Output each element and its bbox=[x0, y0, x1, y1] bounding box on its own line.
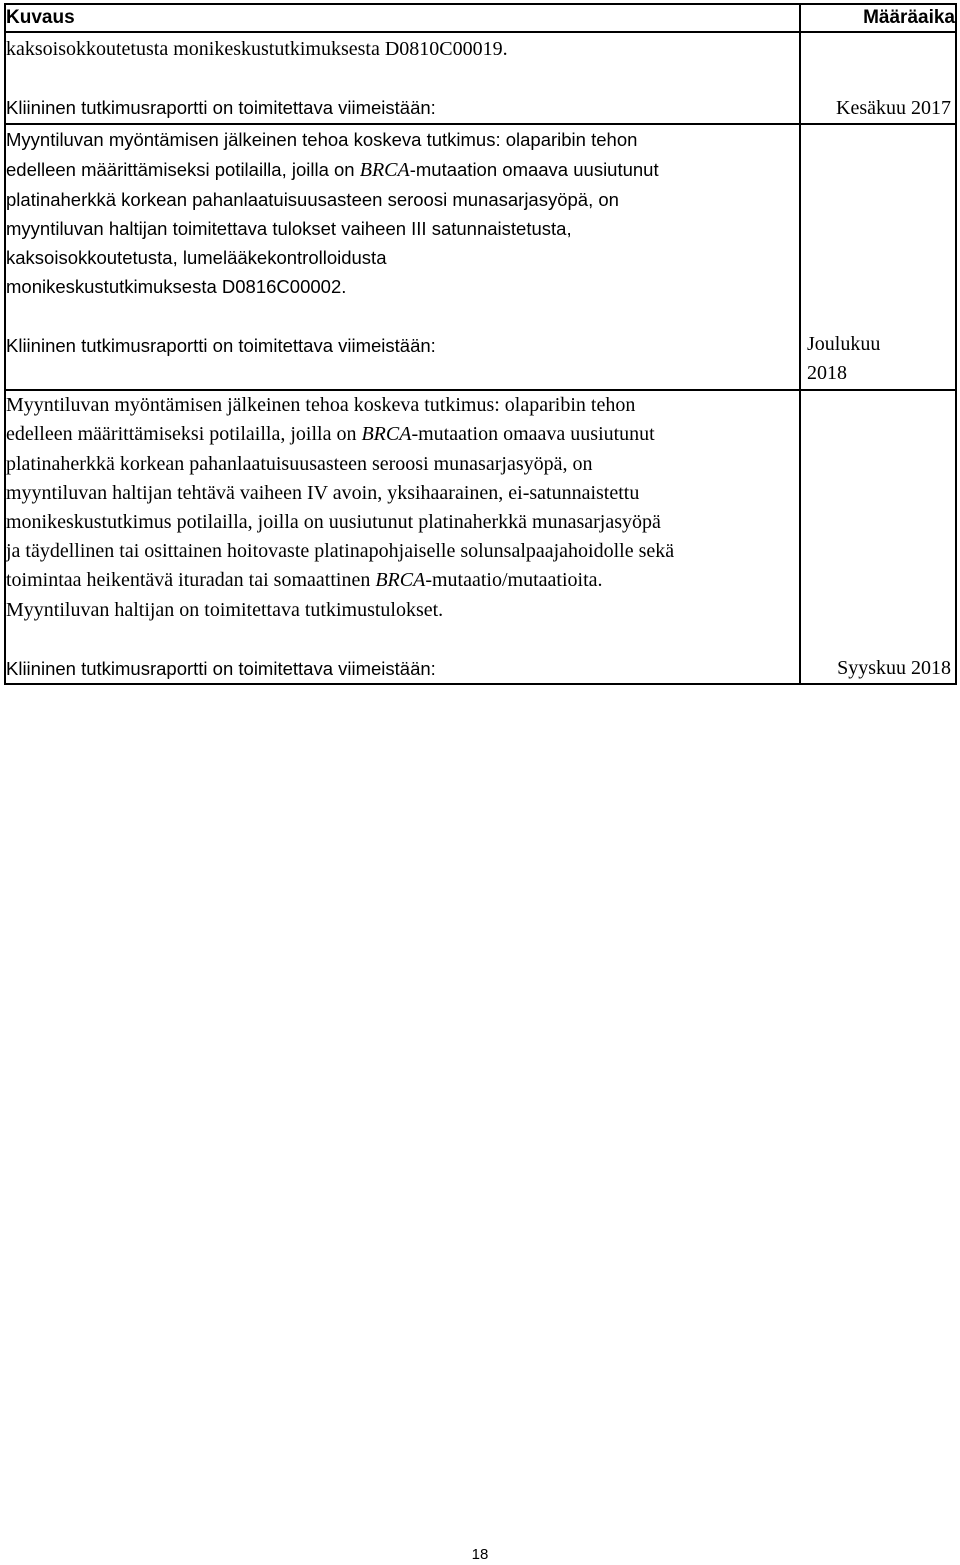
row3-deadline: Syyskuu 2018 bbox=[837, 656, 951, 679]
row3-description-line: toimintaa heikentävä ituradan tai somaattinen BRCA-mutaatio/mutaatioita. bbox=[6, 569, 603, 592]
row2-description-line: platinaherkkä korkean pahanlaatuisuusasteen seroosi munasarjasyöpä, on bbox=[6, 188, 619, 210]
row3-description-line: ja täydellinen tai osittainen hoitovaste platinapohjaiselle solunsalpaajahoidolle sekä bbox=[6, 540, 675, 563]
row1-deadline: Kesäkuu 2017 bbox=[836, 97, 951, 120]
row2-description-line: edelleen määrittämiseksi potilailla, joilla on BRCA-mutaation omaava uusiutunut bbox=[6, 158, 659, 181]
row2-description-line: kaksoisokkoutetusta, lumelääkekontrolloidusta bbox=[6, 247, 387, 269]
row2-description-cell bbox=[5, 124, 800, 390]
header-description: Kuvaus bbox=[5, 4, 800, 32]
row2-deadline-line1: Joulukuu bbox=[807, 332, 881, 355]
row2-description-line: monikeskustutkimuksesta D0816C00002. bbox=[6, 276, 347, 298]
row1-deadline-cell bbox=[800, 32, 956, 124]
row2-description-line: myyntiluvan haltijan toimitettava tulokset vaiheen III satunnaistetusta, bbox=[6, 218, 572, 239]
row1-description-cell bbox=[5, 32, 800, 124]
row3-deadline-cell bbox=[800, 390, 956, 684]
row3-description-line: platinaherkkä korkean pahanlaatuisuusasteen seroosi munasarjasyöpä, on bbox=[6, 452, 593, 475]
table-row bbox=[5, 124, 956, 390]
table-row bbox=[5, 390, 956, 684]
obligations-table bbox=[4, 3, 957, 685]
row3-description-line: Myyntiluvan myöntämisen jälkeinen tehoa koskeva tutkimus: olaparibin tehon bbox=[6, 394, 636, 417]
row2-report-label: Kliininen tutkimusraportti on toimitettava viimeistään: bbox=[6, 334, 436, 356]
row3-description-line: Myyntiluvan haltijan on toimitettava tutkimustulokset. bbox=[6, 598, 444, 621]
row1-report-label: Kliininen tutkimusraportti on toimitettava viimeistään: bbox=[6, 97, 436, 119]
row1-description-continuation: kaksoisokkoutetusta monikeskustutkimuksesta D0810C00019. bbox=[6, 38, 508, 60]
table-row bbox=[5, 32, 956, 124]
brca-term: BRCA bbox=[375, 569, 426, 592]
header-deadline: Määräaika bbox=[800, 4, 956, 32]
row2-deadline-cell bbox=[800, 124, 956, 390]
row3-description-line: myyntiluvan haltijan tehtävä vaiheen IV avoin, yksihaarainen, ei-satunnaistettu bbox=[6, 481, 640, 504]
page-number: 18 bbox=[471, 1546, 489, 1563]
table-header-row bbox=[5, 4, 956, 32]
row2-description-line: Myyntiluvan myöntämisen jälkeinen tehoa koskeva tutkimus: olaparibin tehon bbox=[6, 129, 638, 151]
brca-term: BRCA bbox=[361, 423, 412, 446]
row3-description-line: monikeskustutkimus potilailla, joilla on uusiutunut platinaherkkä munasarjasyöpä bbox=[6, 511, 661, 533]
row3-report-label: Kliininen tutkimusraportti on toimitettava viimeistään: bbox=[6, 658, 436, 679]
row2-deadline-line2: 2018 bbox=[807, 361, 847, 384]
row3-description-cell bbox=[5, 390, 800, 684]
row3-description-line: edelleen määrittämiseksi potilailla, joilla on BRCA-mutaation omaava uusiutunut bbox=[6, 423, 655, 446]
brca-term: BRCA bbox=[359, 158, 410, 181]
